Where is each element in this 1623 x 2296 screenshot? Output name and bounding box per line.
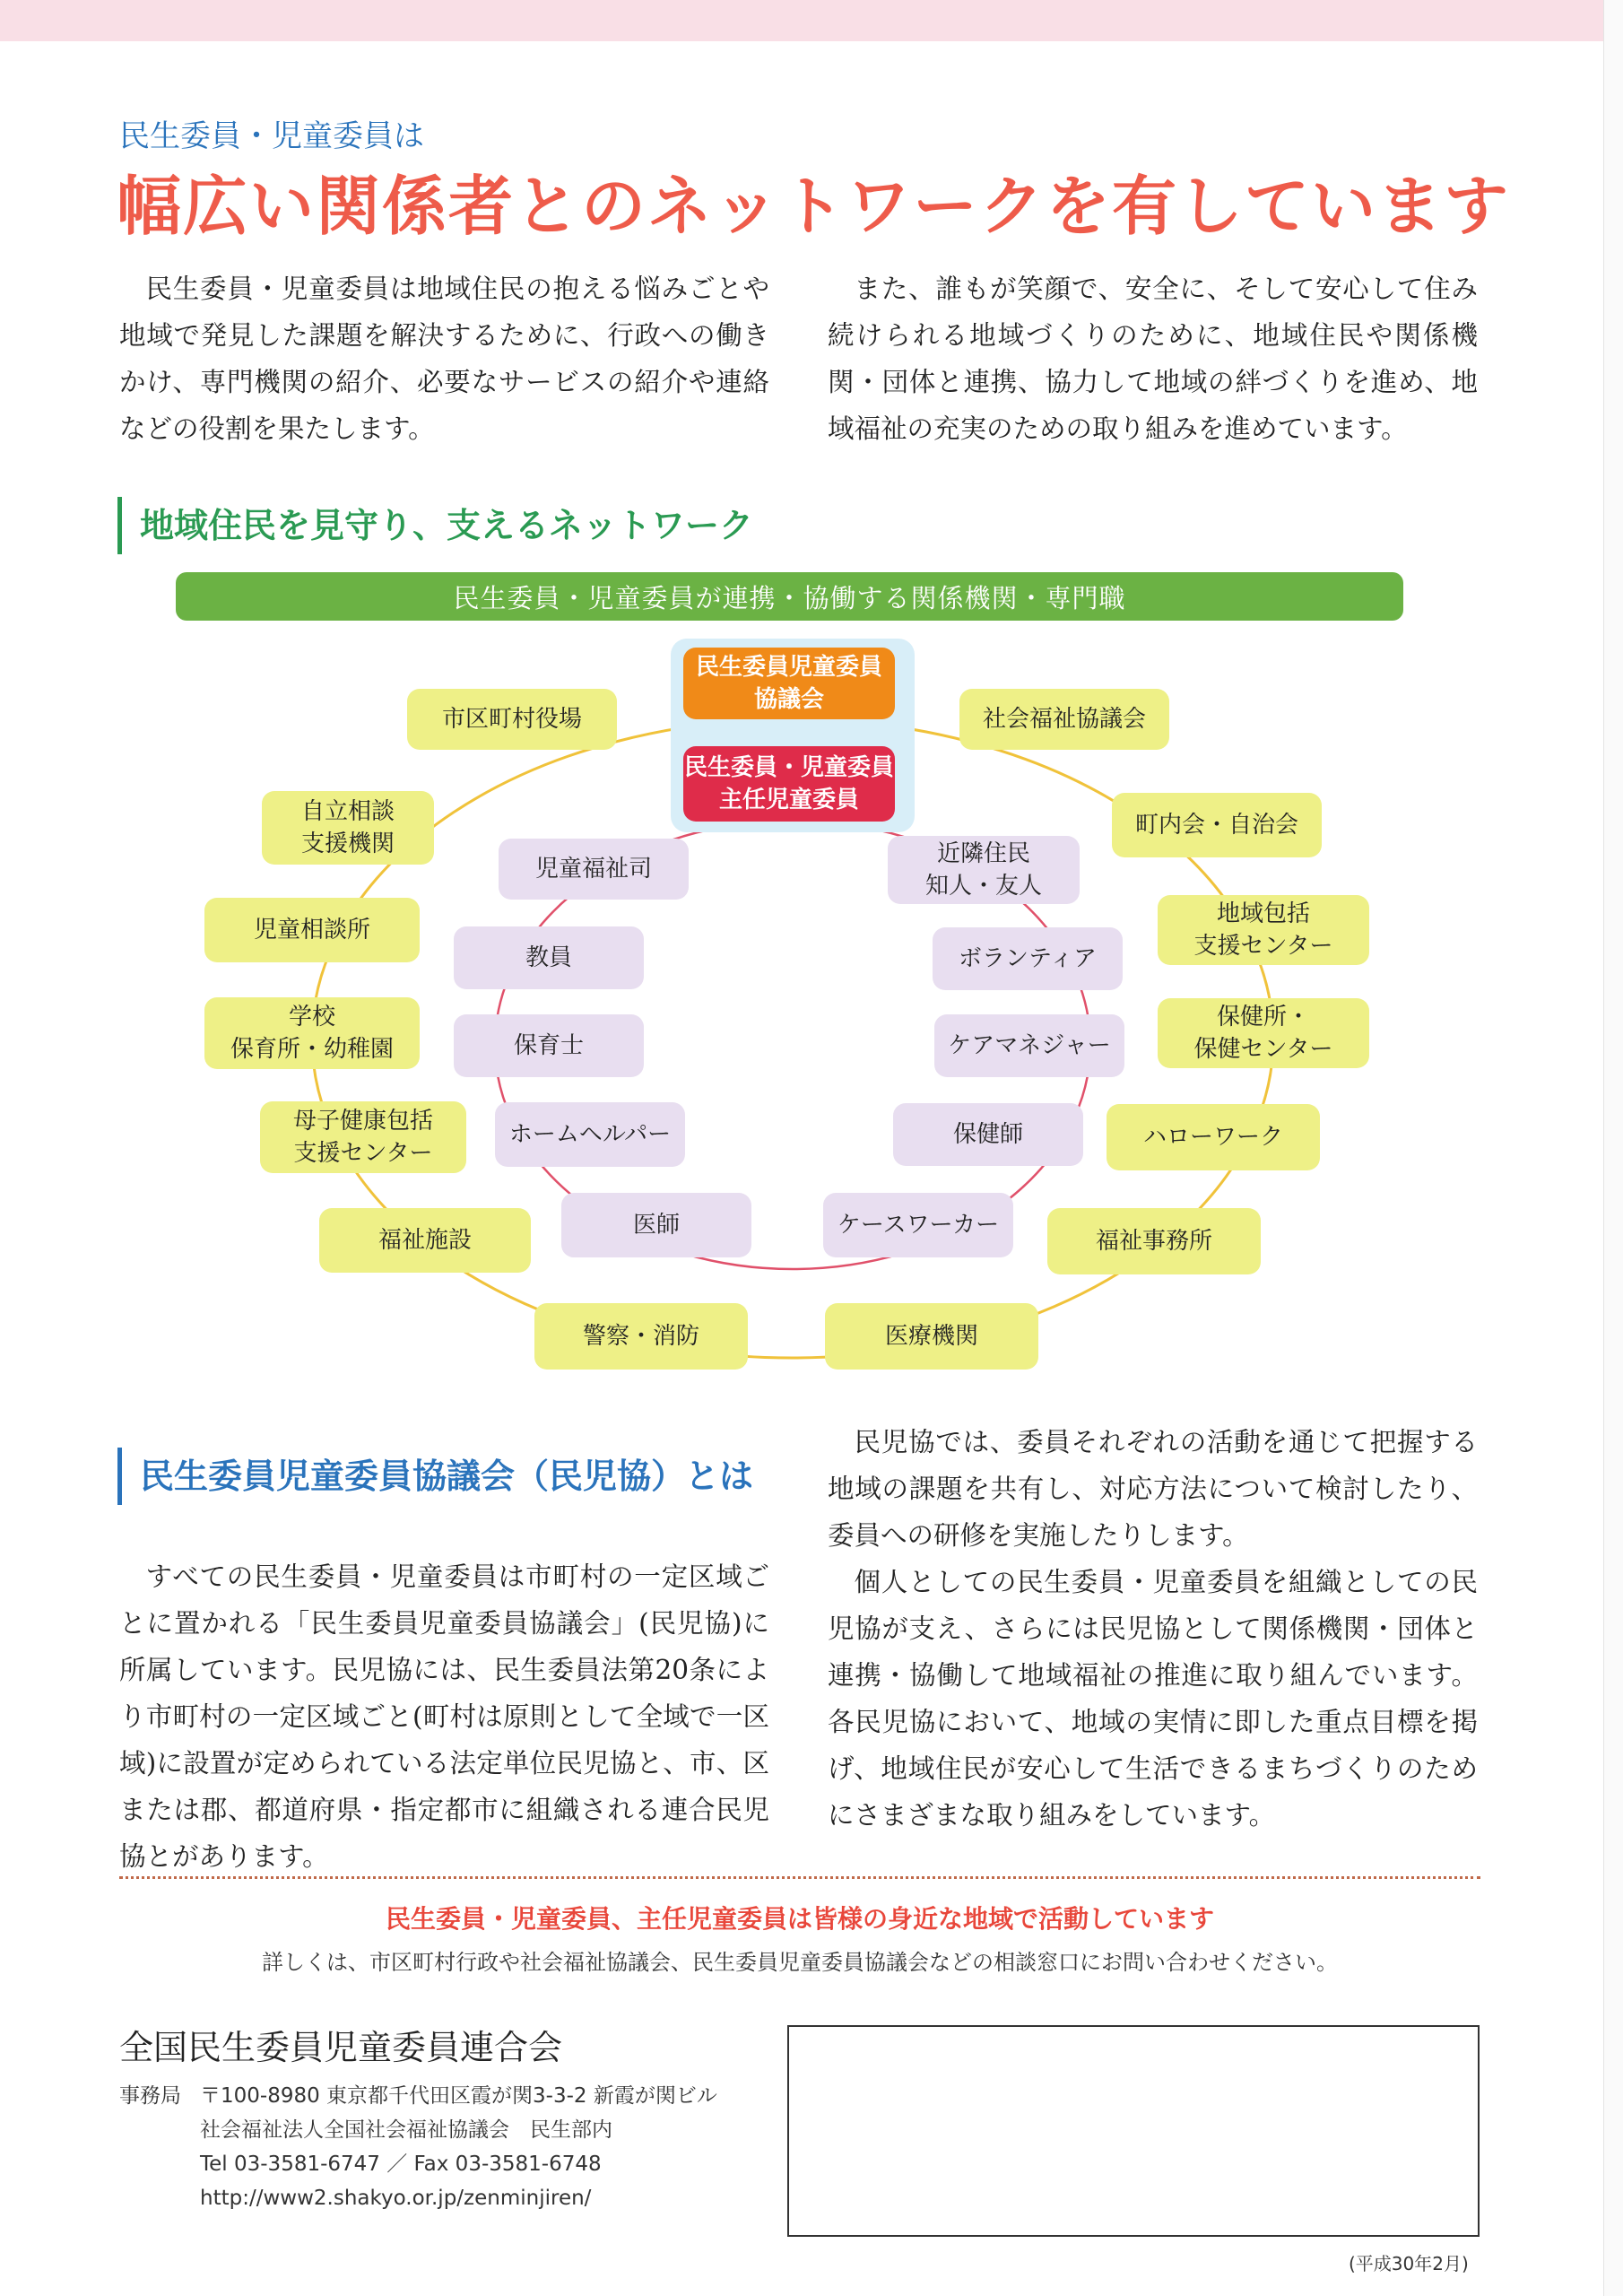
node-gakko bbox=[204, 997, 420, 1069]
node-volunteer bbox=[933, 927, 1123, 990]
page-eyebrow: 民生委員・児童委員は bbox=[119, 118, 424, 154]
node-hoikushi bbox=[454, 1014, 644, 1077]
node-chonaikai bbox=[1112, 793, 1322, 857]
node-label bbox=[1096, 1225, 1212, 1257]
minjikyo-paragraphs-right bbox=[828, 1419, 1478, 1839]
node-fukushijimusho bbox=[1047, 1208, 1261, 1274]
footer-note: 詳しくは、市区町村行政や社会福祉協議会、民生委員児童委員協議会などの相談窓口にお問い合わせください。 bbox=[262, 1950, 1338, 1975]
node-boshi bbox=[260, 1101, 466, 1173]
node-keisatsu bbox=[534, 1303, 748, 1370]
node-label-line: 警察・消防 bbox=[582, 1323, 699, 1350]
node-label-line: 近隣住民 bbox=[936, 840, 1030, 867]
node-label bbox=[442, 703, 582, 735]
network-section-title: 地域住民を見守り、支えるネットワーク bbox=[117, 497, 753, 554]
local-contact-box bbox=[787, 2025, 1480, 2237]
node-chiikihokatsu bbox=[1158, 895, 1369, 965]
node-label-line: 福祉事務所 bbox=[1095, 1228, 1212, 1255]
node-label-line: 学校 bbox=[288, 1004, 335, 1031]
node-label-line: 支援センター bbox=[1193, 933, 1333, 960]
node-kyoin bbox=[454, 926, 644, 989]
node-label-line: ボランティア bbox=[959, 945, 1097, 972]
postal-address: 〒100-8980 東京都千代田区霞が関3-3-2 新霞が関ビル bbox=[200, 2084, 717, 2108]
organization-name: 全国民生委員児童委員連合会 bbox=[119, 2028, 563, 2067]
node-label-line: 民生委員・児童委員 bbox=[683, 754, 894, 781]
node-label-line: ケースワーカー bbox=[837, 1212, 1000, 1239]
node-label bbox=[925, 838, 1042, 902]
node-caremanager bbox=[934, 1014, 1124, 1077]
node-label bbox=[514, 1030, 584, 1062]
node-label-line: 支援機関 bbox=[300, 831, 395, 857]
node-label bbox=[378, 1224, 472, 1257]
node-label bbox=[583, 1320, 699, 1352]
node-jidosodan bbox=[204, 898, 420, 962]
node-label bbox=[838, 1209, 999, 1241]
node-label-line: 市区町村役場 bbox=[441, 706, 582, 733]
node-label-line: 保育所・幼稚園 bbox=[230, 1036, 394, 1063]
node-label bbox=[959, 943, 1097, 975]
node-label bbox=[983, 703, 1146, 735]
node-label-line: 保健センター bbox=[1193, 1036, 1333, 1063]
node-label bbox=[885, 1320, 978, 1352]
node-jidofukushishi bbox=[499, 839, 689, 900]
footer-message: 民生委員・児童委員、主任児童委員は皆様の身近な地域で活動しています bbox=[385, 1904, 1214, 1934]
node-label bbox=[953, 1118, 1023, 1151]
node-label-line: 民生委員児童委員 bbox=[695, 654, 882, 681]
node-label bbox=[948, 1030, 1110, 1062]
node-label-line: 主任児童委員 bbox=[718, 787, 859, 813]
node-label bbox=[525, 942, 572, 974]
node-shikuchoson bbox=[407, 689, 617, 750]
node-label-line: ハローワーク bbox=[1142, 1124, 1283, 1151]
issue-date: (平成30年2月) bbox=[1349, 2253, 1469, 2274]
node-label bbox=[1194, 898, 1333, 962]
node-label-line: 自立相談 bbox=[300, 798, 395, 825]
node-label-line: 福祉施設 bbox=[378, 1227, 472, 1254]
node-label-line: 支援センター bbox=[293, 1140, 433, 1167]
node-label bbox=[535, 853, 652, 885]
page-edge bbox=[1603, 0, 1623, 2296]
node-label-line: 保健所・ bbox=[1216, 1004, 1310, 1031]
office-label: 事務局 bbox=[119, 2084, 181, 2108]
minjikyo-paragraph-left: すべての民生委員・児童委員は市町村の一定区域ごとに置かれる「民生委員児童委員協議会」(民児協)に所属しています。民児協には、民生委員法第20条により市町村の一定区域ごと(町村は原則として全域で一区域)に設置が定められている法定単位民児協と、市、区または郡、都道府県・指定都市に組織される連合民児協とがあります。 bbox=[119, 1561, 769, 1872]
node-shakyo bbox=[959, 689, 1169, 750]
intro-paragraph-right: また、誰もが笑顔で、安全に、そして安心して住み続けられる地域づくりのために、地域住民や関係機関・団体と連携、協力して地域の絆づくりを進め、地域福祉の充実のための取り組みを進めています。 bbox=[828, 274, 1478, 444]
node-label bbox=[509, 1118, 671, 1151]
intro-paragraph-left: 民生委員・児童委員は地域住民の抱える悩みごとや地域で発見した課題を解決するために、行政への働きかけ、専門機関の紹介、必要なサービスの紹介や連絡などの役割を果たします。 bbox=[119, 274, 769, 444]
tel-fax: Tel 03-3581-6747 ／ Fax 03-3581-6748 bbox=[200, 2152, 602, 2176]
node-label bbox=[633, 1209, 680, 1241]
node-homehelper bbox=[495, 1102, 685, 1167]
node-label bbox=[1194, 1001, 1333, 1065]
minjikyo-paragraph-right-2: 個人としての民生委員・児童委員を組織としての民児協が支え、さらには民児協として関係機関・団体と連携・協働して地域福祉の推進に取り組んでいます。各民児協において、地域の実情に即した重点目標を掲げ、地域住民が安心して生活できるまちづくりのためにさまざまな取り組みをしています。 bbox=[828, 1567, 1478, 1831]
node-jiritsu bbox=[262, 791, 434, 865]
node-label bbox=[1143, 1121, 1283, 1153]
node-label-line: 児童福祉司 bbox=[534, 856, 652, 883]
node-label-line: 地域包括 bbox=[1216, 900, 1310, 927]
top-color-band bbox=[0, 0, 1605, 41]
page-headline: 幅広い関係者とのネットワークを有しています bbox=[117, 169, 1511, 244]
node-label-line: 母子健康包括 bbox=[292, 1108, 433, 1135]
node-hokenshi bbox=[893, 1103, 1083, 1166]
node-label-line: 保育士 bbox=[513, 1032, 584, 1059]
node-label bbox=[696, 651, 882, 716]
node-fukushishisetsu bbox=[319, 1208, 531, 1273]
network-banner: 民生委員・児童委員が連携・協働する関係機関・専門職 bbox=[176, 572, 1403, 621]
node-hellowork bbox=[1107, 1104, 1320, 1170]
node-label-line: 町内会・自治会 bbox=[1134, 812, 1298, 839]
node-label bbox=[230, 1001, 394, 1065]
node-hokenjo bbox=[1158, 998, 1369, 1068]
minjikyo-paragraph-right-1: 民児協では、委員それぞれの活動を通じて把握する地域の課題を共有し、対応方法について検討したり、委員への研修を実施したりします。 bbox=[828, 1427, 1478, 1551]
website-url[interactable]: http://www2.shakyo.or.jp/zenminjiren/ bbox=[200, 2187, 592, 2210]
node-iryo bbox=[825, 1303, 1038, 1370]
node-label bbox=[301, 796, 395, 860]
node-label bbox=[1135, 809, 1298, 841]
minjikyo-section-title: 民生委員児童委員協議会（民児協）とは bbox=[117, 1448, 753, 1505]
node-label bbox=[684, 752, 894, 816]
node-label-line: 教員 bbox=[525, 944, 572, 971]
node-caseworker bbox=[823, 1193, 1013, 1257]
node-label-line: ケアマネジャー bbox=[948, 1032, 1111, 1059]
node-label-line: 医療機関 bbox=[884, 1323, 978, 1350]
node-label bbox=[293, 1105, 433, 1170]
footer-divider bbox=[119, 1876, 1480, 1879]
department: 社会福祉法人全国社会福祉協議会 民生部内 bbox=[200, 2118, 612, 2142]
node-label-line: 保健師 bbox=[952, 1121, 1023, 1148]
organization-address bbox=[119, 2079, 717, 2215]
node-label-line: 知人・友人 bbox=[924, 873, 1042, 900]
node-ishi bbox=[561, 1193, 751, 1257]
node-label bbox=[254, 914, 370, 946]
node-label-line: 協議会 bbox=[753, 686, 824, 713]
hub-council-box bbox=[683, 648, 895, 719]
node-label-line: 社会福祉協議会 bbox=[982, 706, 1146, 733]
node-label-line: 児童相談所 bbox=[253, 917, 370, 944]
hub-members-box bbox=[683, 746, 895, 822]
node-label-line: 医師 bbox=[632, 1212, 680, 1239]
node-kinrin bbox=[888, 836, 1080, 904]
node-label-line: ホームヘルパー bbox=[508, 1121, 672, 1148]
